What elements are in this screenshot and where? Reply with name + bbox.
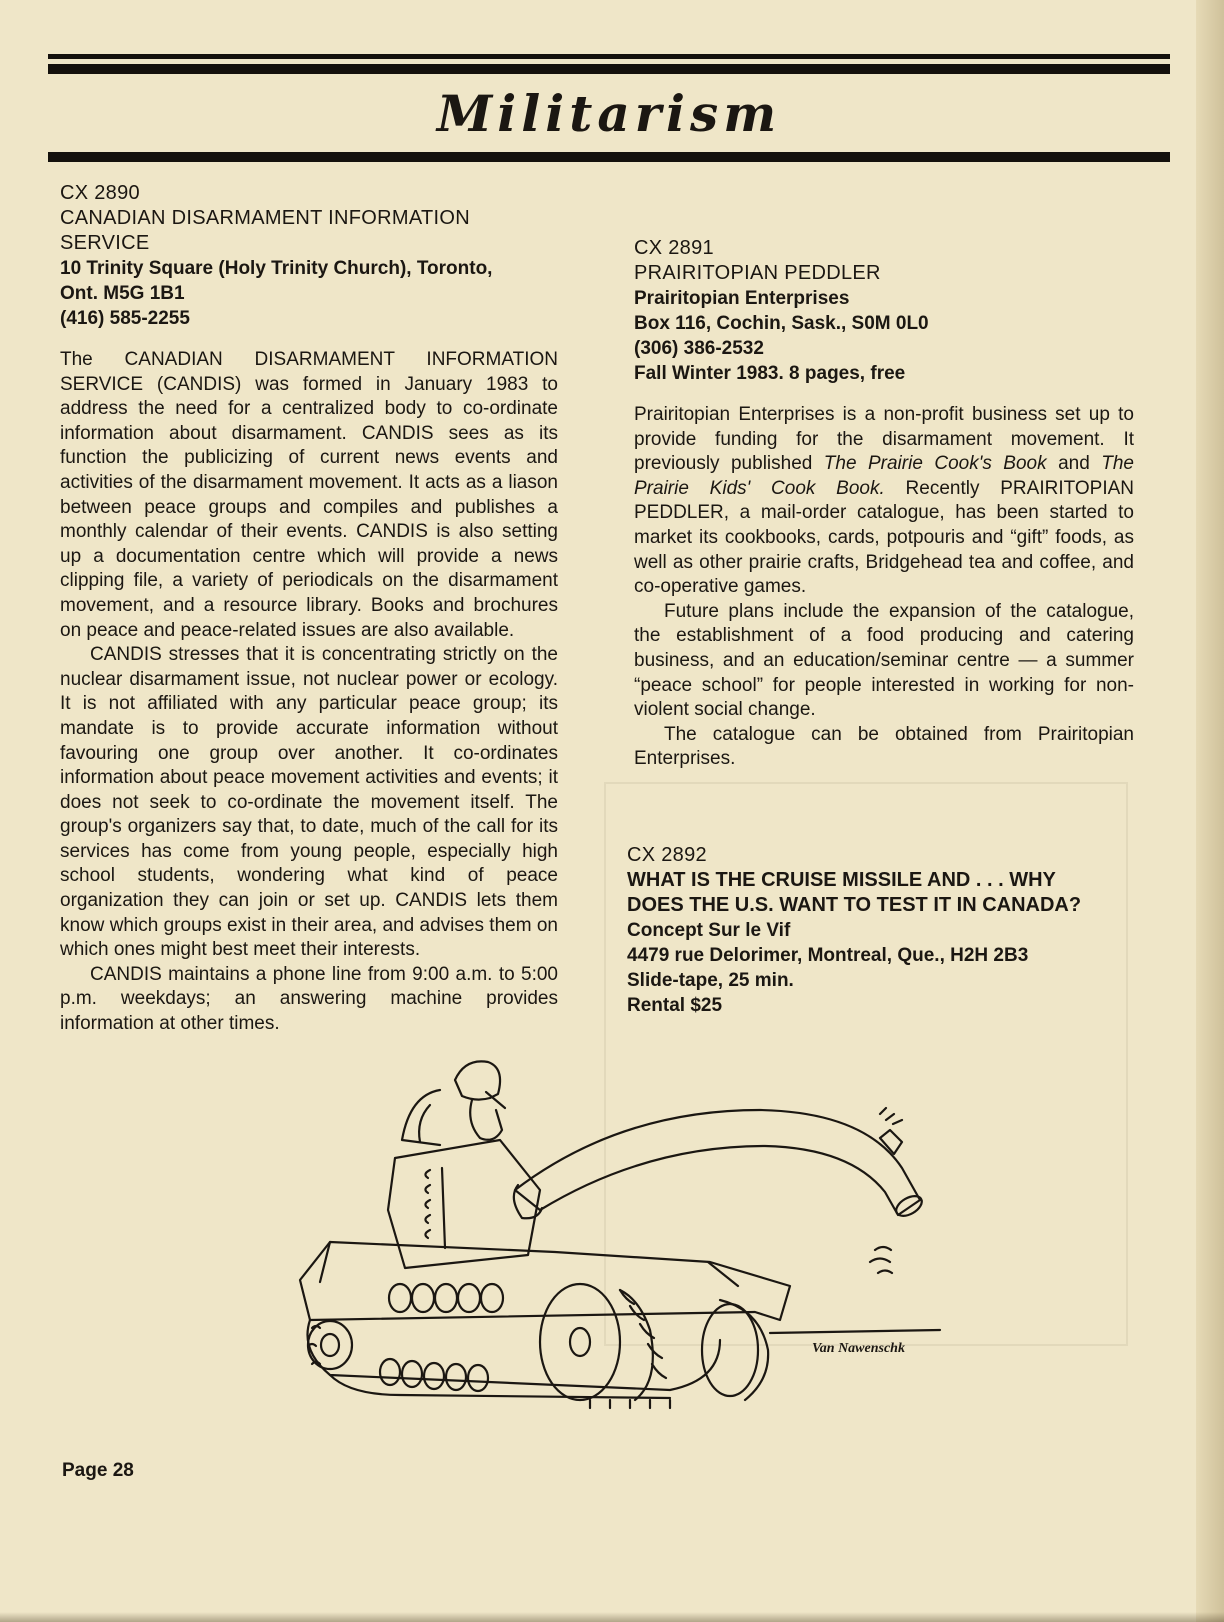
soldier-drawing bbox=[402, 1061, 505, 1145]
entry-address-line1: 10 Trinity Square (Holy Trinity Church), Toronto, bbox=[60, 258, 493, 279]
paragraph: CANDIS stresses that it is concentrating strictly on the nuclear disarmament issue, not nuclear power or ecology. It is not affiliated with any particular peace group; its mandate is to provide accurate information without favouring one group over another. It co-ordinates information about peace movement activities and events; it does not seek to co-ordinate the movement itself. The group's organizers say that, to date, much of the call for its services has come from young people, especially high school students, wondering what kind of peace organization they can join or set up. CANDIS lets them know which groups exist in their area, and advises them on which ones might best meet their interests. bbox=[60, 644, 558, 961]
text-run: Recently PRAIRITOPIAN PEDDLER, a mail-order catalogue, has been started to market its cookbooks, cards, potpouris and “gift” foods, as well as other prairie crafts, Bridgehead tea and coffee, and co-operative games. bbox=[634, 477, 1134, 598]
entry-publisher: Concept Sur le Vif bbox=[627, 920, 791, 941]
book-title: The Prairie Kids' Cook Book. bbox=[634, 453, 1134, 499]
entry-code: CX 2892 bbox=[627, 844, 707, 866]
entry-edition: Fall Winter 1983. 8 pages, free bbox=[634, 363, 906, 384]
entry-code: CX 2891 bbox=[634, 237, 714, 259]
entry-address: Box 116, Cochin, Sask., S0M 0L0 bbox=[634, 313, 929, 334]
entry-cx2890-header bbox=[60, 181, 580, 331]
paragraph: Future plans include the expansion of the catalogue, the establishment of a food producing and catering business, and an education/seminar centre — a summer “peace school” for people interested in working for non-violent social change. bbox=[634, 600, 1134, 721]
paragraph: The CANADIAN DISARMAMENT INFORMATION SERVICE (CANDIS) was formed in January 1983 to address the need for a centralized body to co-ordinate information about disarmament. CANDIS sees as its function the publicizing of current news events and activities of the disarmament movement. It acts as a liason between peace groups and compiles and publishes a monthly calendar of their events. CANDIS is also setting up a documentation centre which will provide a news clipping file, a variety of periodicals on the disarmament movement, and a resource library. Books and brochures on peace and peace-related issues are also available. bbox=[60, 349, 558, 641]
entry-name: PRAIRITOPIAN PEDDLER bbox=[634, 262, 881, 284]
entry-address: 4479 rue Delorimer, Montreal, Que., H2H 2B3 bbox=[627, 945, 1029, 966]
section-title: Militarism bbox=[436, 84, 782, 143]
entry-name-line2: SERVICE bbox=[60, 232, 150, 254]
entry-name-line1: CANADIAN DISARMAMENT INFORMATION bbox=[60, 207, 470, 229]
entry-phone: (416) 585-2255 bbox=[60, 308, 190, 329]
entry-title-line1: WHAT IS THE CRUISE MISSILE AND . . . WHY bbox=[627, 869, 1056, 891]
entry-price: Rental $25 bbox=[627, 995, 723, 1016]
title-bottom-rule bbox=[48, 152, 1170, 162]
entry-phone: (306) 386-2532 bbox=[634, 338, 764, 359]
book-title: The Prairie Cook's Book bbox=[823, 453, 1047, 475]
entry-cx2892 bbox=[627, 843, 1157, 1018]
entry-cx2890-body bbox=[60, 348, 558, 1037]
paragraph bbox=[634, 403, 1134, 600]
barrel-drawing bbox=[514, 1108, 925, 1273]
tank-cartoon bbox=[290, 1050, 950, 1430]
paragraph: The catalogue can be obtained from Prairitopian Enterprises. bbox=[634, 723, 1134, 770]
entry-publisher: Prairitopian Enterprises bbox=[634, 288, 850, 309]
paragraph: CANDIS maintains a phone line from 9:00 a.m. to 5:00 p.m. weekdays; an answering machine provides information at other times. bbox=[60, 963, 558, 1035]
text-run: Prairitopian Enterprises is a non-profit business set up to provide funding for the disarmament movement. It previously published bbox=[634, 404, 1134, 475]
text-run: and bbox=[1046, 453, 1102, 475]
entry-title-line2: DOES THE U.S. WANT TO TEST IT IN CANADA? bbox=[627, 894, 1082, 916]
page-bottom-shadow bbox=[0, 1612, 1224, 1622]
entry-code: CX 2890 bbox=[60, 182, 140, 204]
page-edge bbox=[1196, 0, 1224, 1622]
top-rule-thick bbox=[48, 64, 1170, 74]
entry-format: Slide-tape, 25 min. bbox=[627, 970, 794, 991]
entry-cx2891-body bbox=[634, 403, 1134, 772]
entry-cx2891-header bbox=[634, 236, 1154, 386]
entry-address-line2: Ont. M5G 1B1 bbox=[60, 283, 185, 304]
top-rule-thin bbox=[48, 54, 1170, 59]
artist-signature: Van Nawenschk bbox=[812, 1341, 905, 1356]
page-number: Page 28 bbox=[62, 1460, 134, 1481]
